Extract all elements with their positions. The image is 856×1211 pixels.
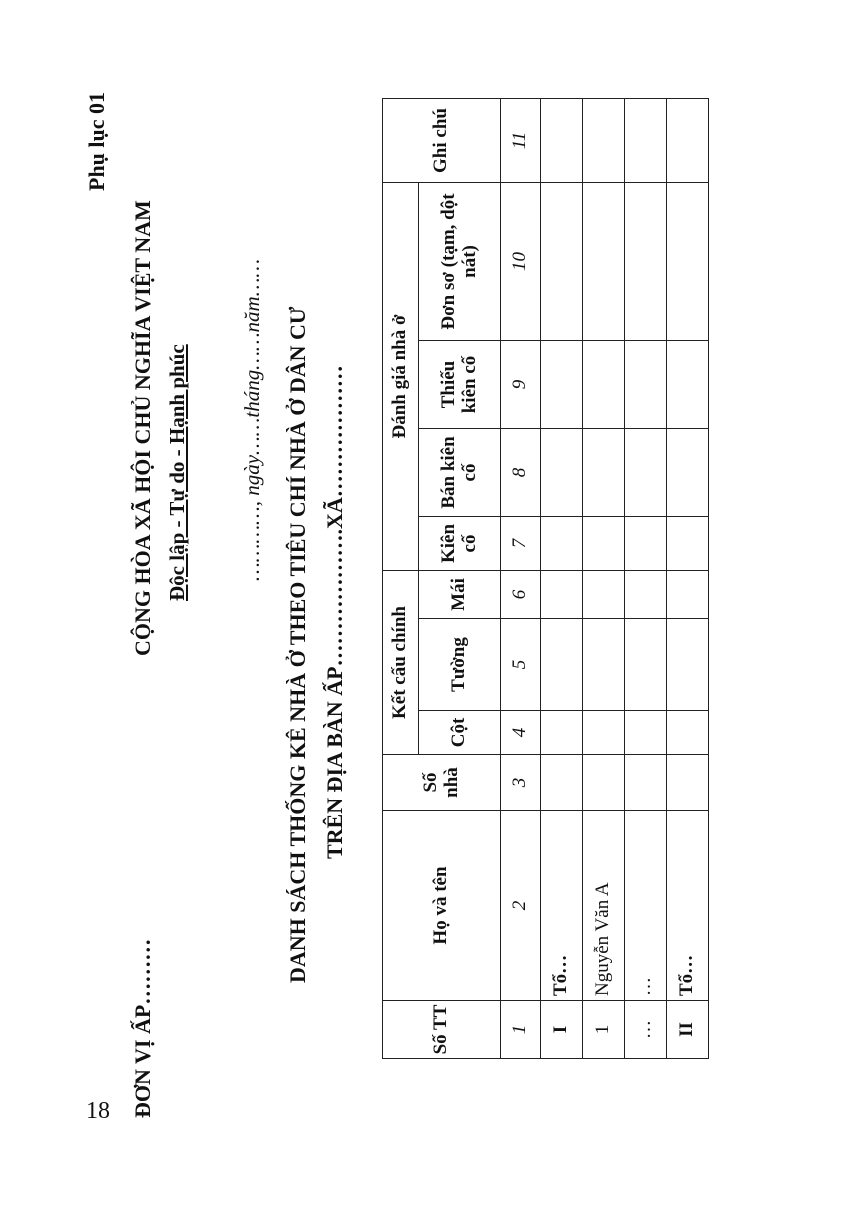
page-number: 18 xyxy=(86,1098,110,1124)
row-stt: 1 xyxy=(583,1001,625,1059)
header-lack-solid: Thiếu kiên cố xyxy=(419,341,501,429)
header-stt: Số TT xyxy=(383,1001,501,1059)
col-num: 9 xyxy=(501,341,541,429)
row-name: Tổ… xyxy=(541,811,583,1001)
row-name: Nguyễn Văn A xyxy=(583,811,625,1001)
republic-heading: CỘNG HÒA XÃ HỘI CHỦ NGHĨA VIỆT NAM xyxy=(130,200,155,656)
col-num: 2 xyxy=(501,811,541,1001)
header-semi-solid: Bán kiên cố xyxy=(419,429,501,517)
col-num: 7 xyxy=(501,517,541,571)
unit-label: ĐƠN VỊ ẤP……… xyxy=(130,938,155,1118)
row-stt: II xyxy=(667,1001,709,1059)
table-row xyxy=(667,99,709,1059)
motto: Độc lập - Tự do - Hạnh phúc xyxy=(165,344,189,601)
row-name: … xyxy=(625,811,667,1001)
header-structure: Kết cấu chính xyxy=(383,571,419,755)
header-note: Ghi chú xyxy=(383,99,501,183)
header-simple: Đơn sơ (tạm, dột nát) xyxy=(419,183,501,341)
header-assessment: Đánh giá nhà ở xyxy=(383,183,419,571)
dateline: …………, ngày……tháng……năm…… xyxy=(240,258,264,581)
col-num: 4 xyxy=(501,711,541,755)
row-name: Tổ… xyxy=(667,811,709,1001)
col-num: 3 xyxy=(501,755,541,811)
document-title-line2: TRÊN ĐỊA BÀN ẤP……………….XÃ……………… xyxy=(322,365,347,859)
header-solid: Kiên cố xyxy=(419,517,501,571)
col-num: 6 xyxy=(501,571,541,619)
row-stt: I xyxy=(541,1001,583,1059)
table-row xyxy=(583,99,625,1059)
col-num: 8 xyxy=(501,429,541,517)
col-num: 5 xyxy=(501,619,541,711)
appendix-label: Phụ lục 01 xyxy=(84,91,109,191)
document-title-line1: DANH SÁCH THỐNG KÊ NHÀ Ở THEO TIÊU CHÍ NHÀ Ở DÂN CƯ xyxy=(285,306,310,983)
header-house-no: Số nhà xyxy=(383,755,501,811)
column-number-row xyxy=(501,99,541,1059)
header-name: Họ và tên xyxy=(383,811,501,1001)
col-num: 10 xyxy=(501,183,541,341)
header-column: Cột xyxy=(419,711,501,755)
table-row xyxy=(541,99,583,1059)
housing-table xyxy=(382,98,709,1059)
table-row xyxy=(625,99,667,1059)
row-stt: … xyxy=(625,1001,667,1059)
col-num: 11 xyxy=(501,99,541,183)
header-roof: Mái xyxy=(419,571,501,619)
header-wall: Tường xyxy=(419,619,501,711)
col-num: 1 xyxy=(501,1001,541,1059)
